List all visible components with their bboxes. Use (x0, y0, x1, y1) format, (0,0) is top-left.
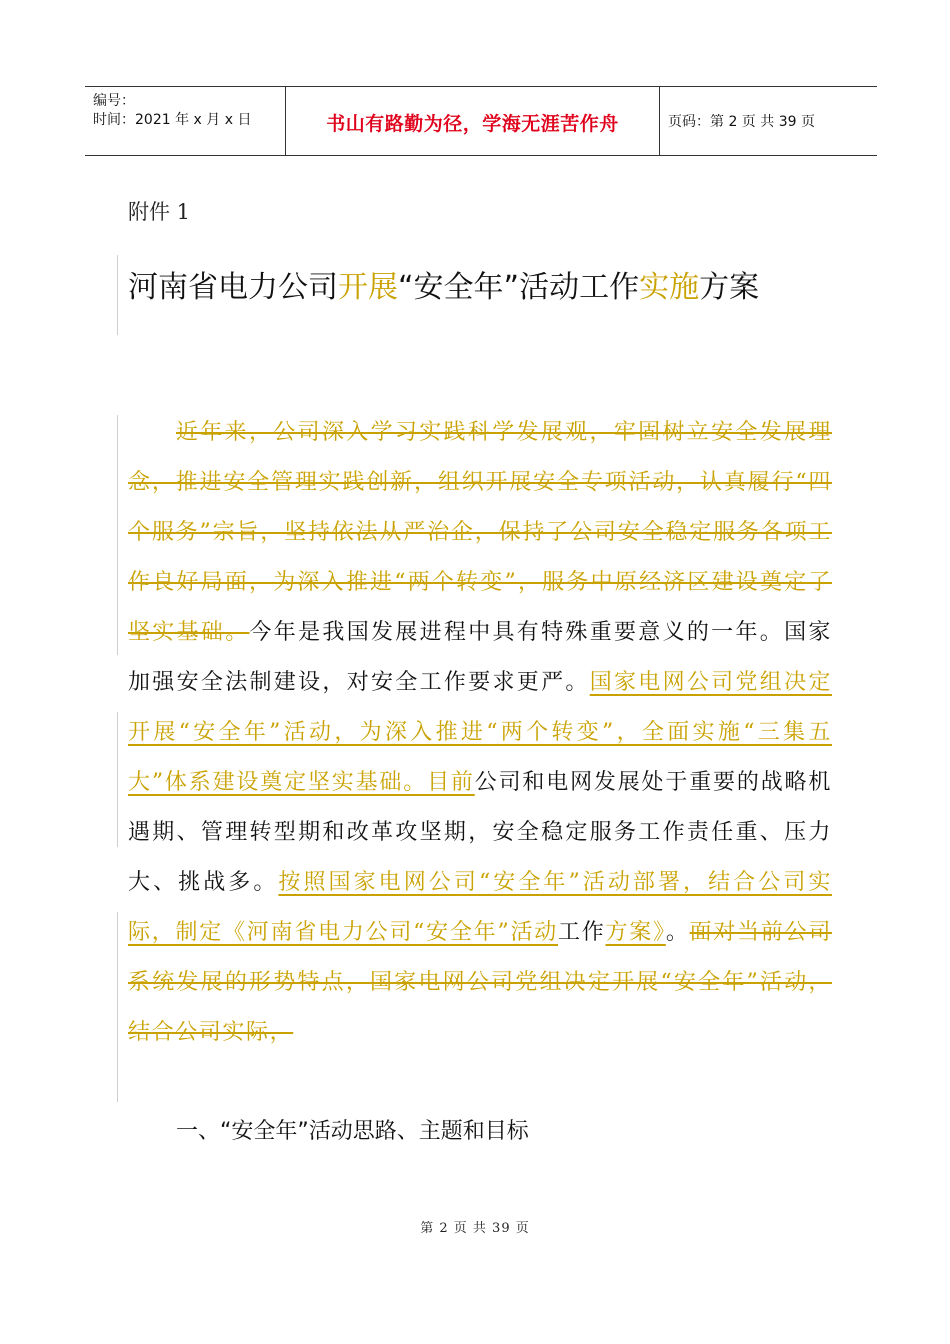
change-bar (117, 415, 118, 655)
header-motto-cell (285, 87, 660, 155)
document-number-label: 编号： (93, 93, 135, 109)
deleted-text: 面对当前公司系统发展的形势特点，国家电网公司党组决定开展“安全年”活动，结合公司实际， (128, 920, 832, 1045)
header-page-cell (660, 87, 877, 155)
title-part: 方案 (699, 270, 760, 305)
attachment-label: 附件 1 (128, 200, 191, 224)
inserted-text: 国家电网公司党组决定开展“安全年”活动，为深入推进“两个转变”，全面实施“三集五大”体系建设奠定坚实基础。目前 (128, 670, 832, 795)
page-footer: 第 2 页 共 39 页 (420, 1221, 530, 1236)
document-header (85, 86, 877, 156)
deleted-text: 近年来，公司深入学习实践科学发展观，牢固树立安全发展理念，推进安全管理实践创新，组织开展安全专项活动，认真履行“四个服务”宗旨，坚持依法从严治企，保持了公司安全稳定服务各项工作良好局面，为深入推进“两个转变”，服务中原经济区建设奠定了坚实基础。 (128, 420, 832, 645)
change-bar (117, 255, 118, 335)
body-text: 今年是我国发展进程中具有特殊重要意义的一年。国家加强安全法制建设，对安全工作要求更严。 (128, 620, 832, 695)
body-paragraph (128, 408, 832, 1058)
title-inserted-text: 开展 (338, 270, 398, 305)
inserted-text: 按照国家电网公司“安全年”活动部署，结合公司实际，制定《河南省电力公司“安全年”活动 (128, 870, 832, 945)
title-part: “安全年”活动工作 (398, 270, 640, 305)
document-time-label: 时间：2021 年 x 月 x 日 (93, 112, 252, 128)
header-page-number: 页码：第 2 页 共 39 页 (668, 114, 815, 130)
title-inserted-text: 实施 (639, 270, 700, 305)
body-text: 。 (665, 920, 690, 945)
document-title (128, 262, 848, 306)
change-bar (117, 912, 118, 1102)
body-text: 工作 (557, 920, 606, 945)
body-text: 公司和电网发展处于重要的战略机遇期、管理转型期和改革攻坚期，安全稳定服务工作责任重、压力大、挑战多。 (128, 770, 832, 895)
change-bar (117, 712, 118, 847)
header-motto: 书山有路勤为径，学海无涯苦作舟 (326, 113, 619, 135)
inserted-text: 方案》 (605, 920, 666, 945)
title-part: 河南省电力公司 (128, 270, 338, 305)
header-meta-cell (85, 87, 285, 155)
section-heading: 一、“安全年”活动思路、主题和目标 (176, 1119, 529, 1144)
